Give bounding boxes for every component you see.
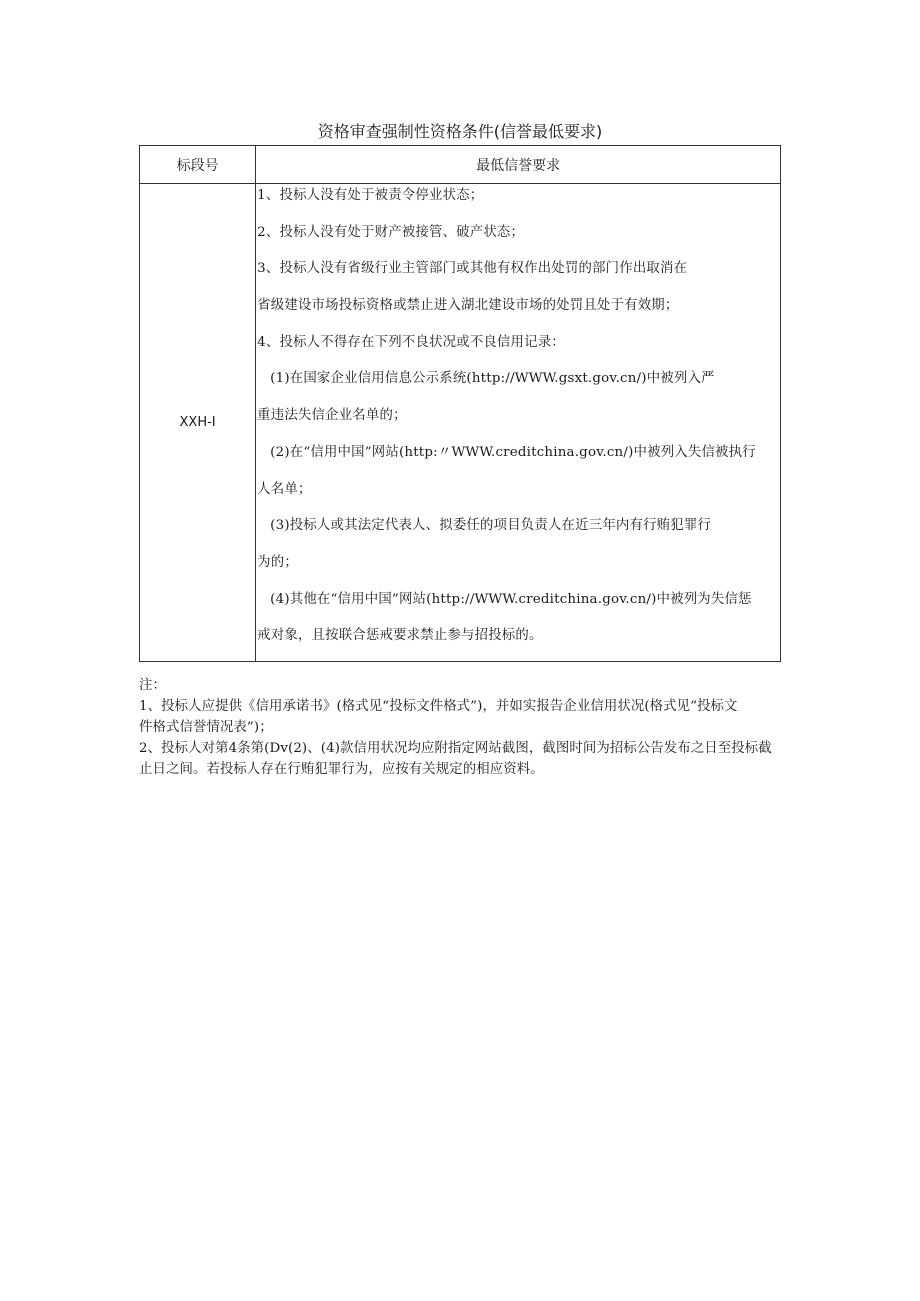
note-line: 2、投标人对第4条第(Dv(2)、(4)款信用状况均应附指定网站截图，截图时间为招标公告发布之日至投标截 xyxy=(139,741,772,756)
requirement-line: 省级建设市场投标资格或禁止进入湖北建设市场的处罚且处于有效期； xyxy=(257,298,679,314)
requirement-line: (3)投标人或其法定代表人、拟委任的项目负责人在近三年内有行贿犯罪行 xyxy=(270,518,712,534)
note-line: 止日之间。若投标人存在行贿犯罪行为，应按有关规定的相应资料。 xyxy=(139,762,544,777)
requirement-line: 4、投标人不得存在下列不良状况或不良信用记录： xyxy=(257,334,565,350)
requirement-line: (4)其他在“信用中国”网站(http://WWW.creditchina.gov.cn/)中被列为失信惩 xyxy=(270,591,752,607)
requirement-line: 戒对象，且按联合惩戒要求禁止参与招投标的。 xyxy=(257,628,543,644)
requirement-cell xyxy=(256,184,781,662)
requirement-line: 2、投标人没有处于财产被接管、破产状态； xyxy=(257,224,525,240)
table-row xyxy=(140,184,781,662)
requirements-table xyxy=(139,145,781,662)
notes-label: 注： xyxy=(139,678,166,693)
requirement-line: (1)在国家企业信用信息公示系统(http://WWW.gsxt.gov.cn/)中被列入严 xyxy=(270,371,715,387)
notes-section xyxy=(139,675,859,780)
header-requirement: 最低信誉要求 xyxy=(256,146,781,184)
note-line: 件格式信誉情况表”)； xyxy=(139,720,273,735)
note-line: 1、投标人应提供《信用承诺书》(格式见“投标文件格式”)，并如实报告企业信用状况(格式见“投标文 xyxy=(139,699,738,714)
requirement-line: 人名单； xyxy=(257,481,312,497)
requirement-line: 1、投标人没有处于被责令停业状态； xyxy=(257,188,484,203)
page-title: 资格审查强制性资格条件(信誉最低要求) xyxy=(317,122,603,141)
table-header-row xyxy=(140,146,781,184)
header-segment: 标段号 xyxy=(140,146,256,184)
requirement-line: 重违法失信企业名单的； xyxy=(257,408,407,424)
requirement-line: (2)在“信用中国”网站(http:〃WWW.creditchina.gov.cn/)中被列入失信被执行 xyxy=(270,444,756,460)
requirement-line: 3、投标人没有省级行业主管部门或其他有权作出处罚的部门作出取消在 xyxy=(257,261,688,277)
segment-cell: XXH-I xyxy=(140,184,256,662)
requirement-line: 为的； xyxy=(257,554,298,570)
